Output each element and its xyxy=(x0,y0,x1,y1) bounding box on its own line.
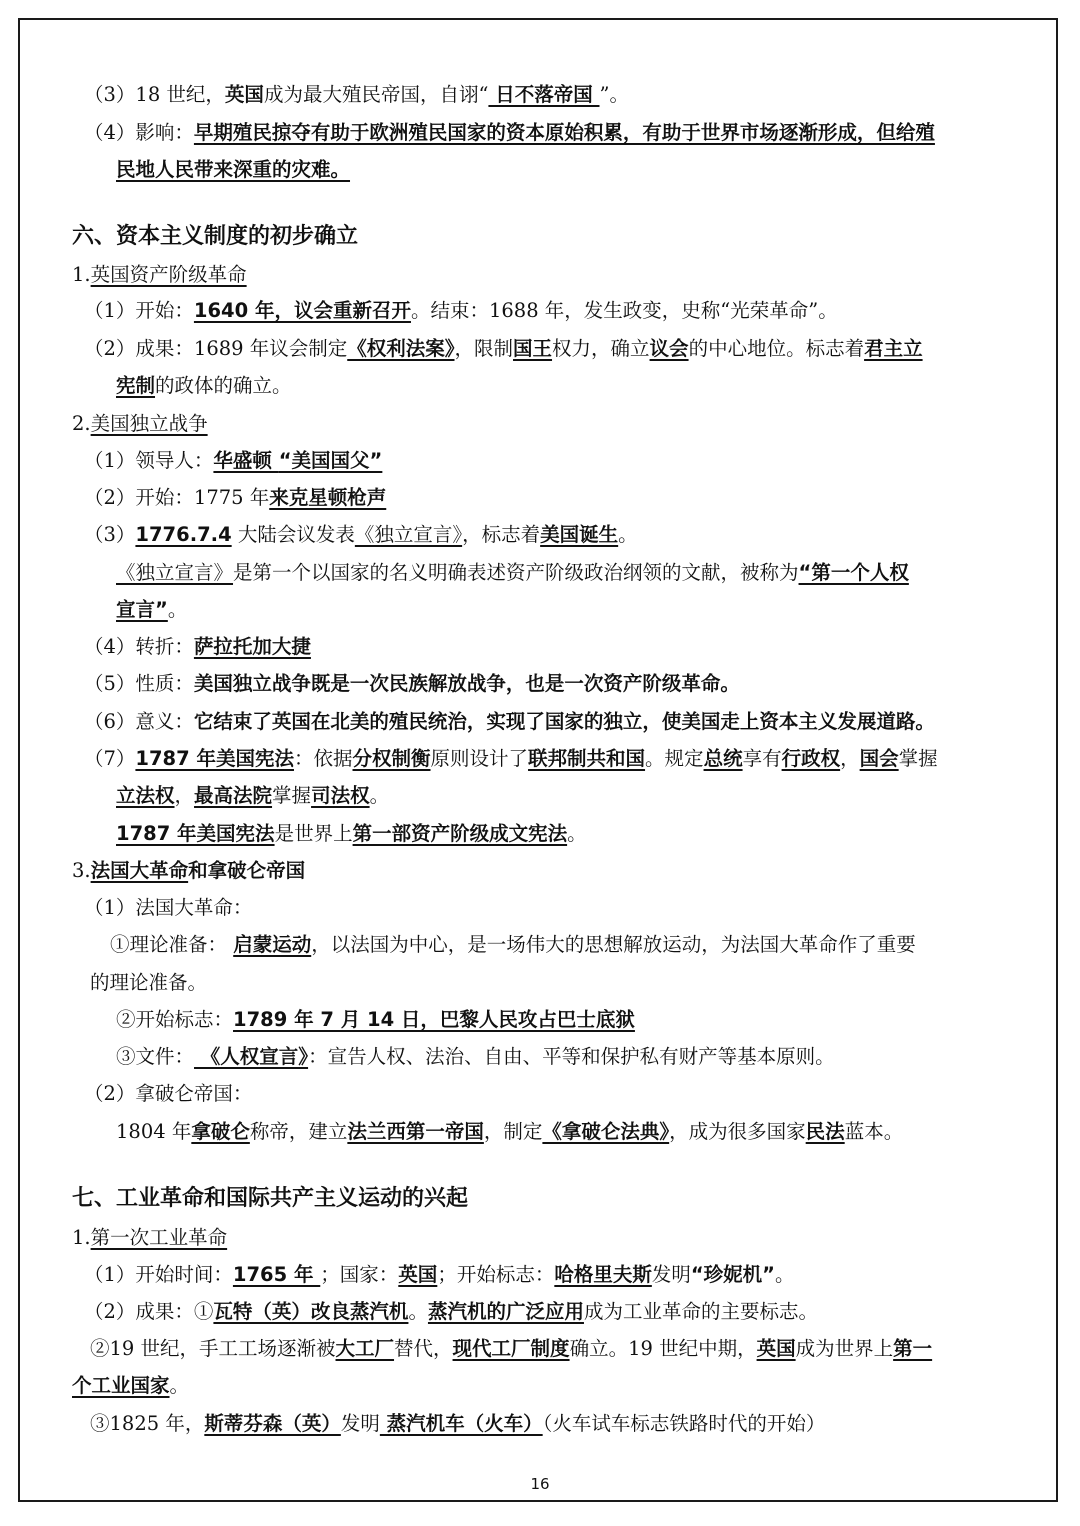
underlined-term: 立法权 xyxy=(116,784,175,807)
text-line xyxy=(116,157,350,183)
text-run: 是第一个以国家的名义明确表述资产阶级政治纲领的文献，被称为 xyxy=(233,561,799,584)
underlined-term: 第一 xyxy=(893,1337,933,1360)
text-run: 的政体的确立。 xyxy=(155,374,292,397)
underlined-term: 第一次工业革命 xyxy=(90,1226,228,1249)
text-run: ：依据 xyxy=(293,747,353,770)
underlined-term: 《独立宣言》 xyxy=(116,561,234,584)
text-line xyxy=(116,821,587,847)
underlined-term: 英国 xyxy=(756,1337,796,1360)
text-run: 大陆会议发表 xyxy=(231,523,355,546)
text-run: 蓝本。 xyxy=(844,1120,904,1143)
text-line xyxy=(72,411,208,437)
underlined-term: 《拿破仑法典》 xyxy=(542,1120,670,1143)
underlined-term: 君主立 xyxy=(864,337,923,360)
underlined-term: 1776.7.4 xyxy=(135,523,232,546)
text-line xyxy=(116,1044,835,1070)
text-run: 掌握 xyxy=(272,784,312,807)
text-line xyxy=(84,522,638,548)
text-line xyxy=(84,82,629,108)
underlined-term: 《独立宣言》 xyxy=(354,523,463,546)
text-run: ，成为很多国家 xyxy=(669,1120,806,1143)
underlined-term: 个工业国家 xyxy=(72,1374,170,1397)
underlined-term: 来克星顿枪声 xyxy=(269,486,387,509)
text-run: 原则设计了 xyxy=(430,747,529,770)
underlined-term: 1787 年美国宪法 xyxy=(116,822,275,845)
text-run: 的中心地位。标志着 xyxy=(688,337,865,360)
text-run: （2）开始：1775 年 xyxy=(84,486,270,509)
underlined-term: 《权利法案》 xyxy=(347,337,455,360)
text-run: ， xyxy=(174,784,195,807)
underlined-term: 英国资产阶级革命 xyxy=(90,263,247,286)
text-line xyxy=(116,1119,903,1145)
text-line xyxy=(116,373,292,399)
text-run: ②19 世纪，手工工场逐渐被 xyxy=(90,1337,336,1360)
underlined-term: 最高法院 xyxy=(194,784,273,807)
text-run: ：宣告人权、法治、自由、平等和保护私有财产等基本原则。 xyxy=(308,1045,835,1068)
text-line xyxy=(72,1373,189,1399)
underlined-term: 斯蒂芬森（英） xyxy=(204,1412,341,1435)
text-line xyxy=(84,448,382,474)
text-run: 发明 xyxy=(651,1263,691,1286)
text-line xyxy=(116,597,187,623)
underlined-term: 行政权 xyxy=(781,747,841,770)
text-run: （4）转折： xyxy=(84,635,194,658)
underlined-term: 国王 xyxy=(513,337,553,360)
underlined-term: 英国 xyxy=(398,1263,438,1286)
bold-term: 它结束了英国在北美的殖民统治，实现了国家的独立，使美国走上资本主义发展道路。 xyxy=(193,710,935,733)
text-run: 2. xyxy=(72,412,91,435)
text-run: 。 xyxy=(618,523,638,546)
text-line xyxy=(72,1225,227,1251)
text-line xyxy=(84,1299,818,1325)
text-run: 享有 xyxy=(742,747,782,770)
text-run: ，标志着 xyxy=(462,523,541,546)
text-line xyxy=(84,634,311,660)
text-run: 成为工业革命的主要标志。 xyxy=(583,1300,818,1323)
text-run: ”。 xyxy=(599,83,629,106)
text-run: 1. xyxy=(72,1226,91,1249)
underlined-term: 华盛顿 xyxy=(213,449,279,472)
underlined-term: 法国大革命 xyxy=(90,859,189,882)
text-run: 是世界上 xyxy=(274,822,353,845)
underlined-term: 联邦制共和国 xyxy=(528,747,646,770)
text-line xyxy=(110,932,916,958)
text-run: （1）开始： xyxy=(84,299,194,322)
text-run: ，制定 xyxy=(483,1120,543,1143)
text-run: 1804 年 xyxy=(116,1120,192,1143)
bold-term: 美国独立战争既是一次民族解放战争，也是一次资产阶级革命。 xyxy=(193,672,740,695)
text-run: （2）成果：1689 年议会制定 xyxy=(84,337,348,360)
text-run: 。 xyxy=(169,1374,190,1397)
underlined-term: 1789 年 7 月 14 日，巴黎人民攻占巴士底狱 xyxy=(233,1008,635,1031)
text-run: （3）18 世纪， xyxy=(84,83,225,106)
underlined-term: 早期殖民掠夺有助于欧洲殖民国家的资本原始积累，有助于世界市场逐渐形成，但给殖 xyxy=(193,121,935,144)
underlined-term: 宣言” xyxy=(116,598,168,621)
underlined-term: 第一部资产阶级成文宪法 xyxy=(352,822,568,845)
text-run: 权力，确立 xyxy=(552,337,650,360)
text-run: 3. xyxy=(72,859,91,882)
text-run: 六、资本主义制度的初步确立 xyxy=(72,224,359,249)
underlined-term: 美国独立战争 xyxy=(90,412,208,435)
text-run: ，以法国为中心，是一场伟大的思想解放运动，为法国大革命作了重要 xyxy=(311,933,916,956)
text-run: （4）影响： xyxy=(84,121,194,144)
underlined-term: 宪制 xyxy=(116,374,156,397)
underlined-term: 国会 xyxy=(859,747,899,770)
text-line xyxy=(84,709,935,735)
underlined-term: 《人权宣言》 xyxy=(194,1045,309,1068)
text-line xyxy=(84,336,923,362)
text-line xyxy=(90,1411,825,1437)
text-line xyxy=(84,1081,252,1107)
text-run: （3） xyxy=(84,523,136,546)
text-run: ②开始标志： xyxy=(116,1008,234,1031)
text-run: 发明 xyxy=(340,1412,380,1435)
text-run: （2）成果：① xyxy=(84,1300,214,1323)
text-run: ，限制 xyxy=(454,337,514,360)
text-line xyxy=(116,783,389,809)
underlined-term: 蒸汽机的广泛应用 xyxy=(427,1300,584,1323)
underlined-term: “第一个人权 xyxy=(798,561,909,584)
underlined-term: 蒸汽机车（火车） xyxy=(379,1412,543,1435)
bold-term: 和拿破仑帝国 xyxy=(188,859,306,882)
text-run: 替代， xyxy=(394,1337,453,1360)
underlined-term: 分权制衡 xyxy=(352,747,431,770)
text-run: 掌握 xyxy=(898,747,938,770)
underlined-term: 议会 xyxy=(649,337,689,360)
text-run: 。 xyxy=(775,1263,795,1286)
text-run: （1）开始时间： xyxy=(84,1263,233,1286)
underlined-term: 哈格里夫斯 xyxy=(554,1263,652,1286)
underlined-term: 大工厂 xyxy=(335,1337,395,1360)
underlined-term: 民地人民带来深重的灾难。 xyxy=(116,158,351,181)
text-run: （6）意义： xyxy=(84,710,194,733)
underlined-term: 启蒙运动 xyxy=(233,933,312,956)
bold-term: “珍妮机” xyxy=(690,1263,775,1286)
section-heading xyxy=(72,1185,468,1213)
underlined-term: 现代工厂制度 xyxy=(452,1337,570,1360)
text-line xyxy=(84,485,386,511)
underlined-term: 萨拉托加大捷 xyxy=(193,635,311,658)
text-run: 称帝，建立 xyxy=(249,1120,348,1143)
text-line xyxy=(90,1336,932,1362)
text-run: （7） xyxy=(84,747,136,770)
text-run: ①理论准备： xyxy=(110,933,234,956)
text-line xyxy=(84,746,938,772)
text-run: 确立。19 世纪中期， xyxy=(569,1337,757,1360)
underlined-term: 美国诞生 xyxy=(540,523,619,546)
text-run: 成为世界上 xyxy=(795,1337,894,1360)
underlined-term: 1787 年美国宪法 xyxy=(135,747,294,770)
text-line xyxy=(84,120,935,146)
text-line xyxy=(90,970,207,996)
text-line xyxy=(84,298,838,324)
text-run: （5）性质： xyxy=(84,672,194,695)
text-run: （火车试车标志铁路时代的开始） xyxy=(542,1412,826,1435)
section-heading xyxy=(72,223,358,251)
text-line xyxy=(72,262,247,288)
page-number: 16 xyxy=(530,1475,550,1493)
text-run: 。 xyxy=(167,598,188,621)
text-run: （1）法国大革命： xyxy=(84,896,253,919)
text-run: ③文件： xyxy=(116,1045,195,1068)
bold-term: 英国 xyxy=(224,83,264,106)
text-run: 1. xyxy=(72,263,91,286)
text-run: ；开始标志： xyxy=(437,1263,555,1286)
underlined-term: 拿破仑 xyxy=(191,1120,250,1143)
underlined-term: 日不落帝国 xyxy=(488,83,600,106)
underlined-term: “美国国父” xyxy=(278,449,383,472)
text-run: ；国家： xyxy=(320,1263,399,1286)
text-run: 。结束：1688 年，发生政变，史称“光荣革命”。 xyxy=(410,299,838,322)
text-run: 的理论准备。 xyxy=(90,971,208,994)
underlined-term: 瓦特（英）改良蒸汽机 xyxy=(213,1300,409,1323)
text-run: 。规定 xyxy=(645,747,704,770)
underlined-term: 总统 xyxy=(703,747,743,770)
text-run: 七、工业革命和国际共产主义运动的兴起 xyxy=(72,1186,469,1211)
text-run: 。 xyxy=(408,1300,428,1323)
text-run: 成为最大殖民帝国，自诩“ xyxy=(263,83,489,106)
text-line xyxy=(72,858,305,884)
underlined-term: 民法 xyxy=(805,1120,845,1143)
text-run: 。 xyxy=(369,784,390,807)
text-run: ， xyxy=(840,747,860,770)
text-line xyxy=(84,895,252,921)
text-run: ③1825 年， xyxy=(90,1412,205,1435)
underlined-term: 1640 年，议会重新召开 xyxy=(193,299,411,322)
text-run: 。 xyxy=(567,822,587,845)
underlined-term: 法兰西第一帝国 xyxy=(347,1120,484,1143)
text-line xyxy=(116,560,909,586)
text-line xyxy=(84,1262,795,1288)
text-run: （1）领导人： xyxy=(84,449,214,472)
underlined-term: 1765 年 xyxy=(232,1263,321,1286)
text-line xyxy=(116,1007,635,1033)
text-run: （2）拿破仑帝国： xyxy=(84,1082,253,1105)
text-line xyxy=(84,671,740,697)
underlined-term: 司法权 xyxy=(311,784,370,807)
